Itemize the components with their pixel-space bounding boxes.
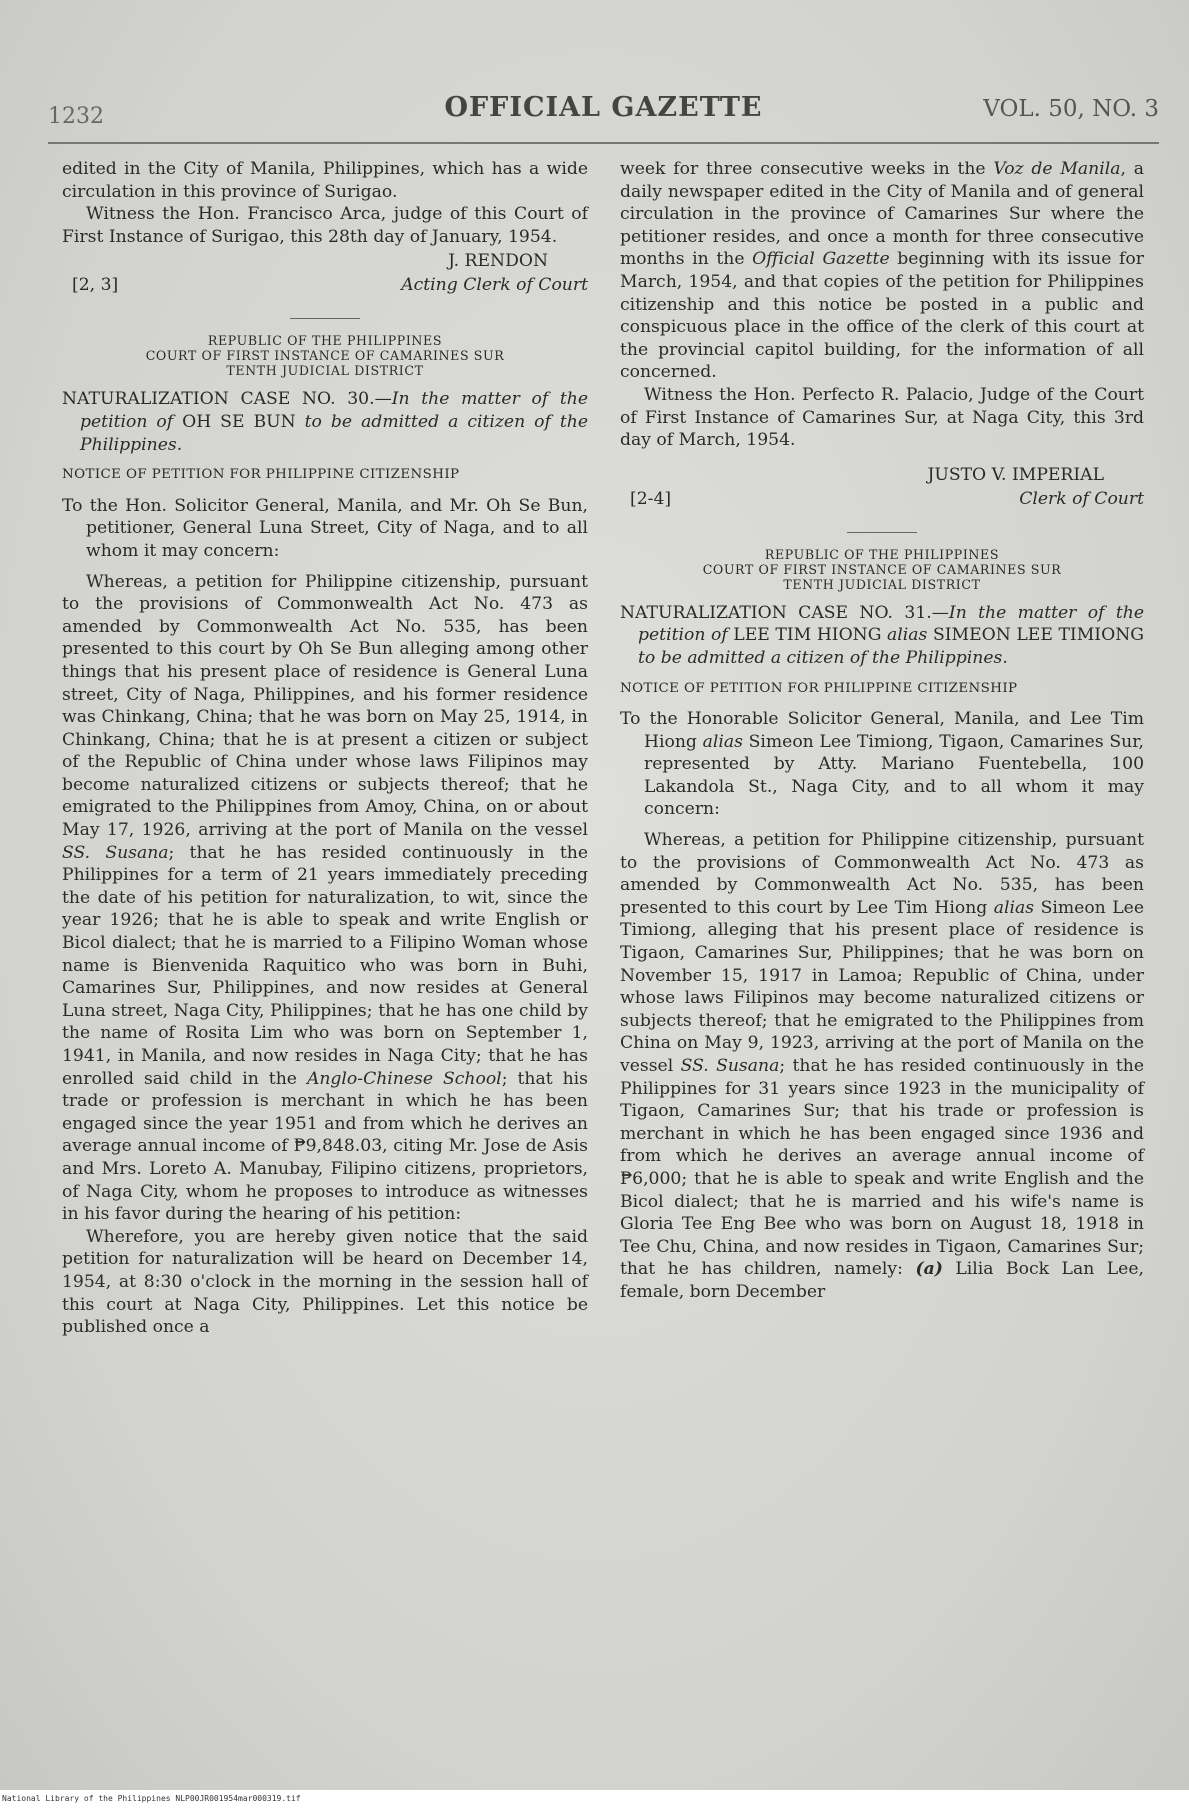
scan-credit: National Library of the Philippines NLP00JR001954mar000319.tif bbox=[2, 1794, 301, 1803]
court-heading-line: COURT OF FIRST INSTANCE OF CAMARINES SUR bbox=[702, 561, 1062, 577]
school-name: Anglo-Chinese School bbox=[306, 1068, 502, 1089]
court-heading-line: TENTH JUDICIAL DISTRICT bbox=[783, 576, 981, 592]
list-marker: (a) bbox=[915, 1259, 943, 1280]
volume-number: VOL. 50, NO. 3 bbox=[983, 96, 1159, 122]
issue-tag: [2-4] bbox=[630, 488, 672, 509]
court-heading-line: COURT OF FIRST INSTANCE OF CAMARINES SUR bbox=[145, 348, 505, 364]
case-text: In the matter of the petition of bbox=[80, 389, 588, 432]
case-title bbox=[62, 388, 588, 456]
signatory-title: Clerk of Court bbox=[1019, 488, 1144, 509]
court-heading bbox=[620, 547, 1144, 592]
body-text: , a daily newspaper edited in the City of Manila and of general circulation in the province of Camarines Sur where the petitioner resides, and once a month for three consecutive months in the bbox=[620, 159, 1144, 270]
petitioner-name: OH SE BUN bbox=[182, 411, 296, 432]
body-text: Whereas, a petition for Philippine citizenship, pursuant to the provisions of Commonwealth Act No. 473 as amended by Commonwealth Act No. 535, has been presented to this court by Oh Se Bun alleging among other things that his present place of residence is General Luna street, City of Naga, Philippines, and his former residence was Chinkang, China; that he was born on May 25, 1914, in Chinkang, China; that he is at present a citizen or subject of the Republic of China under whose laws Filipinos may become naturalized citizens or subjects thereof; that he emigrated to the Philippines from Amoy, China, on or about May 17, 1926, arriving at the port of Manila on the vessel bbox=[62, 571, 588, 841]
vessel-name: SS. Susana bbox=[62, 842, 169, 863]
addressee-paragraph: To the Hon. Solicitor General, Manila, and Mr. Oh Se Bun, petitioner, General Luna Street, City of Naga, and to all whom it may concern: bbox=[62, 495, 588, 561]
carryover-paragraph bbox=[620, 158, 1144, 384]
body-text: Lilia Bock Lan Lee, female, born December bbox=[620, 1259, 1144, 1302]
section-divider bbox=[847, 532, 917, 533]
case-text: to be admitted a citizen of the Philippines. bbox=[638, 647, 1008, 668]
case-text: In the matter of the petition of bbox=[638, 602, 1144, 646]
alias-word: alias bbox=[993, 897, 1035, 918]
issue-tag: [2, 3] bbox=[72, 275, 119, 296]
case-number: NATURALIZATION CASE NO. 30.— bbox=[62, 389, 392, 410]
carryover-paragraph: edited in the City of Manila, Philippines, which has a wide circulation in this province of Surigao. bbox=[62, 159, 588, 202]
wherefore-paragraph: Wherefore, you are hereby given notice that the said petition for naturalization will be heard on December 14, 1954, at 8:30 o'clock in the morning in the session hall of this court at Naga City, Philippines. Let this notice be published once a bbox=[62, 1226, 588, 1338]
body-text: ; that his trade or profession is merchant in which he has been engaged since the year 1951 and from which he derives an average annual income of ₱9,848.03, citing Mr. Jose de Asis and Mrs. Loreto A. Manubay, Filipino citizens, proprietors, of Naga City, whom he proposes to introduce as witnesses in his favor during the hearing of his petition: bbox=[62, 1068, 588, 1225]
whereas-paragraph bbox=[620, 829, 1144, 1303]
body-text: ; that he has resided continuously in the Philippines for 31 years since 1923 in the municipality of Tigaon, Camarines Sur; that his trade or profession is merchant in which he has been engaged since 1936 and from which he derives an average annual income of ₱6,000; that he is able to speak and write English and the Bicol dialect; that he is married and his wife's name is Gloria Tee Eng Bee who was born on August 18, 1918 in Tee Chu, China, and now resides in Tigaon, Camarines Sur; that he has children, namely: bbox=[620, 1056, 1144, 1280]
court-heading-line: REPUBLIC OF THE PHILIPPINES bbox=[207, 333, 443, 349]
case-text: to be admitted a citizen of the Philippines. bbox=[80, 411, 588, 455]
court-heading-line: REPUBLIC OF THE PHILIPPINES bbox=[764, 546, 1000, 562]
petitioner-alias: SIMEON LEE TIMIONG bbox=[932, 625, 1144, 646]
body-text: Simeon Lee Timiong, alleging that his present place of residence is Tigaon, Camarines Sur, Philippines; that he was born on November 15, 1917 in Lamoa; Republic of China, under whose laws Filipinos may become naturalized citizens or subjects thereof; that he emigrated to the Philippines from China on May 9, 1923, arriving at the port of Manila on the vessel bbox=[620, 897, 1145, 1076]
court-heading bbox=[62, 333, 588, 378]
gazette-title: OFFICIAL GAZETTE bbox=[444, 92, 763, 123]
body-text: ; that he has resided continuously in the Philippines for a term of 21 years immediately preceding the date of his petition for naturalization, to wit, since the year 1926; that he is able to speak and write English or Bicol dialect; that he is married to a Filipino Woman whose name is Bienvenida Raquitico who was born in Buhi, Camarines Sur, Philippines, and now resides at General Luna street, Naga City, Philippines; that he has one child by the name of Rosita Lim who was born on September 1, 1941, in Manila, and now resides in Naga City; that he has enrolled said child in the bbox=[62, 842, 588, 1089]
addressee-paragraph bbox=[620, 708, 1144, 821]
court-heading-line: TENTH JUDICIAL DISTRICT bbox=[226, 363, 424, 379]
notice-title: NOTICE OF PETITION FOR PHILIPPINE CITIZENSHIP bbox=[62, 467, 460, 483]
body-text: week for three consecutive weeks in the bbox=[620, 159, 994, 179]
header-rule bbox=[48, 142, 1159, 144]
newspaper-name: Voz de Manila bbox=[993, 159, 1121, 179]
notice-title: NOTICE OF PETITION FOR PHILIPPINE CITIZENSHIP bbox=[620, 680, 1018, 696]
case-title bbox=[620, 602, 1144, 670]
signatory-title: Acting Clerk of Court bbox=[401, 275, 588, 296]
witness-paragraph: Witness the Hon. Francisco Arca, judge of this Court of First Instance of Surigao, this 28th day of January, 1954. bbox=[62, 204, 588, 247]
petitioner-name: LEE TIM HIONG bbox=[733, 625, 882, 646]
signatory-name: JUSTO V. IMPERIAL bbox=[927, 464, 1104, 485]
signature-block bbox=[62, 250, 588, 306]
left-column bbox=[62, 158, 588, 1339]
gazette-name: Official Gazette bbox=[752, 249, 890, 270]
whereas-paragraph bbox=[62, 571, 588, 1226]
right-column bbox=[620, 158, 1144, 1304]
body-text: Whereas, a petition for Philippine citizenship, pursuant to the provisions of Commonwealth Act No. 473 as amended by Commonwealth Act No. 535, has been presented to this court by Lee Tim Hiong bbox=[620, 830, 1144, 918]
signatory-name: J. RENDON bbox=[448, 251, 548, 272]
signature-block bbox=[620, 464, 1144, 520]
witness-paragraph: Witness the Hon. Perfecto R. Palacio, Judge of the Court of First Instance of Camarines Sur, at Naga City, this 3rd day of March, 1954. bbox=[620, 384, 1144, 451]
page-number: 1232 bbox=[48, 104, 104, 129]
body-text: To the Honorable Solicitor General, Manila, and Lee Tim Hiong bbox=[620, 709, 1144, 752]
page-header bbox=[48, 86, 1159, 130]
alias-word: alias bbox=[702, 731, 743, 752]
case-number: NATURALIZATION CASE NO. 31.— bbox=[620, 602, 949, 623]
body-text: beginning with its issue for March, 1954, and that copies of the petition for Philippines citizenship and this notice be posted in a public and conspicuous place in the office of the clerk of this court at the provincial capitol building, for the information of all concerned. bbox=[620, 249, 1144, 383]
body-text: Simeon Lee Timiong, Tigaon, Camarines Sur, represented by Atty. Mariano Fuentebella, 100 Lakandola St., Naga City, and to all whom it may concern: bbox=[644, 731, 1144, 820]
case-text: alias bbox=[881, 625, 933, 646]
section-divider bbox=[290, 318, 360, 319]
vessel-name: SS. Susana bbox=[680, 1056, 780, 1076]
